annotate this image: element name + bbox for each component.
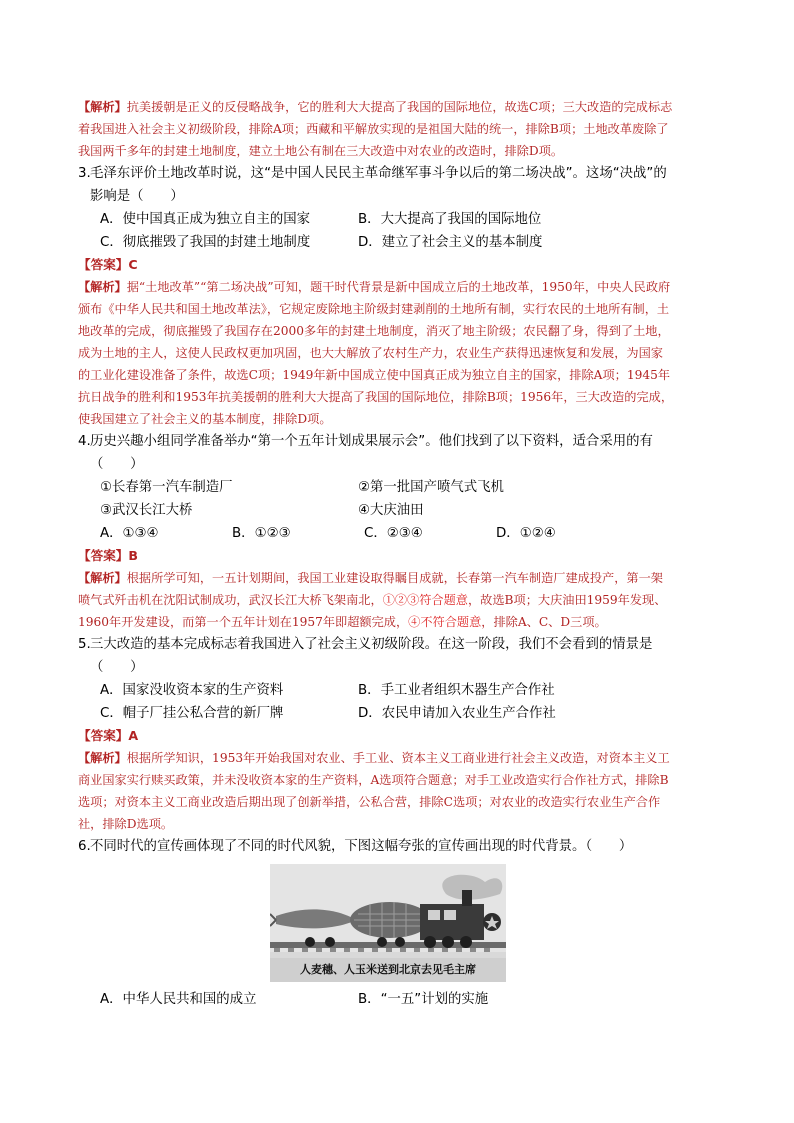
q6-options	[78, 988, 674, 1011]
q4-option-a: A．①③④	[100, 526, 159, 541]
q5-option-c: C．帽子厂挂公私合营的新厂牌	[100, 706, 284, 721]
q6-option-a: A．中华人民共和国的成立	[100, 992, 257, 1007]
q3-options	[78, 208, 674, 254]
q4-analysis: 【解析】根据所学可知，一五计划期间，我国工业建设取得瞩目成就，长春第一汽车制造厂建成投产，第一架喷气式歼击机在沈阳试制成功，武汉长江大桥飞架南北，①②③符合题意，故选B项；大庆油田1959年发现、1960年开发建设，而第一个五年计划在1957年即超额完成，④不符合题意，排除A、C、D三项。	[78, 571, 667, 629]
question-5: 5.三大改造的基本完成标志着我国进入了社会主义初级阶段。在这一阶段，我们不会看到的情景是（ ）	[78, 637, 653, 675]
q4-item-2: ②第一批国产喷气式飞机	[358, 480, 504, 495]
q4-item-4: ④大庆油田	[358, 503, 424, 518]
q4-option-b: B．①②③	[232, 526, 291, 541]
q3-option-d: D．建立了社会主义的基本制度	[358, 235, 543, 250]
q3-analysis: 【解析】据“土地改革”“第二场决战”可知，题干时代背景是新中国成立后的土地改革，1950年，中央人民政府颁布《中华人民共和国土地改革法》，它规定废除地主阶级封建剥削的土地所有制，实行农民的土地所有制，土地改革的完成，彻底摧毁了我国存在2000多年的封建土地制度，消灭了地主阶级；农民翻了身，得到了土地，成为土地的主人，这使人民政权更加巩固，也大大解放了农村生产力，农业生产获得迅速恢复和发展，为国家的工业化建设准备了条件，故选C项；1949年新中国成立使中国真正成为独立自主的国家，排除A项；1945年抗日战争的胜利和1953年抗美援朝的胜利大大提高了我国的国际地位，排除B项；1956年，三大改造的完成，使我国建立了社会主义的基本制度，排除D项。	[78, 280, 674, 426]
q4-item-3: ③武汉长江大桥	[100, 503, 193, 518]
question-4: 4.历史兴趣小组同学准备举办“第一个五年计划成果展示会”。他们找到了以下资料，适合采用的有（ ）	[78, 434, 653, 472]
document-page	[78, 96, 674, 1011]
q4-option-d: D．①②④	[496, 526, 556, 541]
question-6: 6.不同时代的宣传画体现了不同的时代风貌，下图这幅夸张的宣传画出现的时代背景。（ ）	[78, 839, 633, 854]
q4-item-1: ①长春第一汽车制造厂	[100, 480, 233, 495]
q3-option-a: A．使中国真正成为独立自主的国家	[100, 212, 311, 227]
q4-option-c: C．②③④	[364, 526, 423, 541]
q5-option-d: D．农民申请加入农业生产合作社	[358, 706, 556, 721]
analysis-prev: 【解析】抗美援朝是正义的反侵略战争，它的胜利大大提高了我国的国际地位，故选C项；三大改造的完成标志着我国进入社会主义初级阶段，排除A项；西藏和平解放实现的是祖国大陆的统一，排除B项；土地改革废除了我国两千多年的封建土地制度，建立土地公有制在三大改造中对农业的改造时，排除D项。	[78, 100, 673, 158]
q4-items	[78, 476, 674, 522]
q5-option-b: B．手工业者组织木器生产合作社	[358, 683, 555, 698]
q5-options	[78, 679, 674, 725]
q5-analysis: 【解析】根据所学知识，1953年开始我国对农业、手工业、资本主义工商业进行社会主义改造，对资本主义工商业国家实行赎买政策，并未没收资本家的生产资料，A选项符合题意；对手工业改造实行合作社方式，排除B选项；对资本主义工商业改造后期出现了创新举措，公私合营，排除C选项；对农业的改造实行农业生产合作社，排除D选项。	[78, 751, 670, 831]
propaganda-poster	[270, 864, 506, 982]
q3-option-c: C．彻底摧毁了我国的封建土地制度	[100, 235, 311, 250]
q5-answer: 【答案】A	[78, 728, 139, 743]
q5-option-a: A．国家没收资本家的生产资料	[100, 683, 284, 698]
q4-answer: 【答案】B	[78, 548, 138, 563]
q6-option-b: B．“一五”计划的实施	[358, 992, 489, 1007]
question-3: 3.毛泽东评价土地改革时说，这“是中国人民民主革命继军事斗争以后的第二场决战”。这场“决战”的影响是（ ）	[78, 166, 667, 204]
q3-option-b: B．大大提高了我国的国际地位	[358, 212, 542, 227]
q3-answer: 【答案】C	[78, 257, 138, 272]
poster-caption: 人麦穗、人玉米送到北京去见毛主席	[300, 963, 476, 976]
q4-options	[78, 522, 674, 545]
